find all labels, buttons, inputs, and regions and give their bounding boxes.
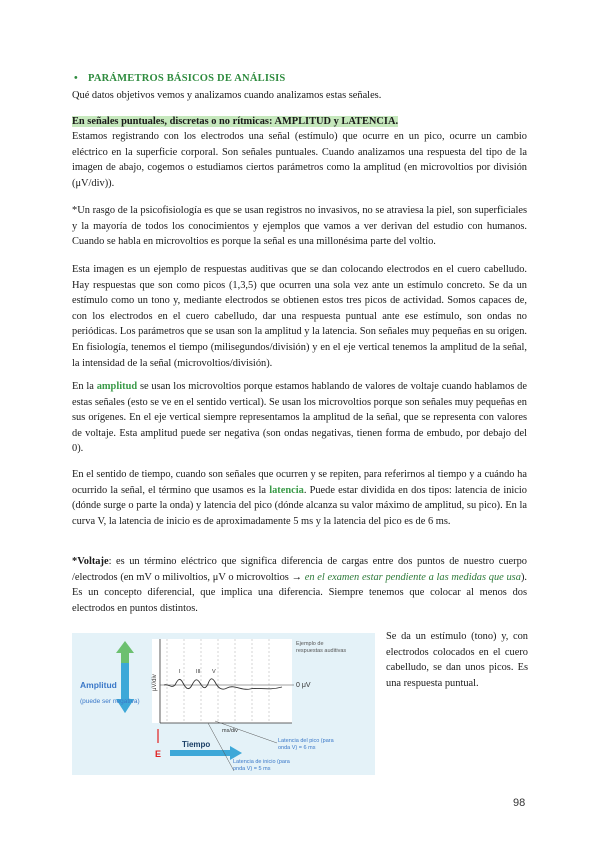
- paragraph-4-post: se usan los microvoltios porque estamos hablando de valores de voltaje cuando hablamos de estas señales (esto se ve en el sentido vertical). Se usan los microvoltios porque son señales muy pequeñas en sus orígenes. En el eje vertical siempre representamos la amplitud de la señal, que se representa con valores de voltaje. Esta amplitud puede ser negativa (son ondas negativas, tienen forma de embudo, por debajo del 0).: [72, 381, 527, 455]
- auditory-response-figure: [72, 633, 375, 775]
- term-voltaje: *Voltaje: [72, 556, 109, 567]
- paragraph-6-post: ). Es un concepto diferencial, que implica una diferencia. Siempre tenemos que colocar al menos dos electrodos en puntos distintos.: [72, 571, 527, 614]
- plot-area: [152, 639, 292, 723]
- page-number: 98: [513, 797, 526, 809]
- paragraph-4-pre: En la: [72, 381, 97, 392]
- paragraph-1: Estamos registrando con los electrodos una señal (estímulo) que ocurre en un pico, ocurre un cambio eléctrico en la superficie corporal. Son señales puntuales. Cuando analizamos una respuesta del tipo de la imagen de abajo, cogemos o estudiamos ciertos parámetros como la amplitud (en microvoltios por división (μV/div)).: [72, 131, 527, 189]
- figure-graphic: [72, 633, 375, 775]
- intro-paragraph: Qué datos objetivos vemos y analizamos cuando analizamos estas señales.: [72, 90, 382, 101]
- bullet-icon: •: [74, 73, 78, 84]
- paragraph-4: [72, 379, 527, 457]
- paragraph-5-pre: En el sentido de tiempo, cuando son señales que ocurren y se repiten, para referirnos al tiempo y a cuándo ha ocurrido la señal, el término que usamos es la: [72, 469, 527, 496]
- stimulus-label: E: [155, 749, 162, 759]
- amplitude-note: (puede ser negativa): [80, 698, 140, 705]
- paragraph-2: *Un rasgo de la psicofisiología es que se usan registros no invasivos, no se atraviesa la piel, son superficiales y la mayoría de todos los conocimientos y ejemplos que vamos a ver derivan del estudio con humanos. Cuando se habla en microvoltios es porque la señal es una millonésima parte del voltio.: [72, 205, 527, 248]
- peak-label-i: I: [179, 669, 181, 675]
- section-title-highlight: En señales puntuales, discretas o no rítmicas: AMPLITUD y LATENCIA.: [72, 116, 399, 127]
- example-label: Ejemplo de respuestas auditivas: [296, 641, 347, 654]
- paragraph-5-post: . Puede estar dividida en dos tipos: latencia de inicio (dónde surge o parte la onda) y latencia del pico (dónde alcanza su valor máximo de amplitud, su pico). En la curva V, la latencia de inicio es de aproximadamente 5 ms y la latencia del pico es de 6 ms.: [72, 484, 527, 527]
- zero-label: 0 μV: [296, 682, 311, 689]
- peak-label-v: V: [212, 669, 216, 675]
- y-axis-label: μV/div: [152, 674, 158, 691]
- peak-label-iii: III: [196, 669, 201, 675]
- latency-onset-label: Latencia de inicio (para onda V) = 5 ms: [233, 759, 290, 772]
- section-heading: [74, 73, 286, 84]
- paragraph-6: [72, 554, 527, 616]
- x-axis-label: ms/div: [222, 728, 238, 734]
- term-amplitud: amplitud: [96, 381, 138, 392]
- paragraph-6-pre: : es un término eléctrico que significa diferencia de cargas entre dos puntos de nuestro cuerpo /electrodos (en mV o milivoltios, μV o microvoltios →: [72, 556, 527, 583]
- paragraph-3: Esta imagen es un ejemplo de respuestas auditivas que se dan colocando electrodos en el cuero cabelludo. Hay respuestas que son como picos (1,3,5) que ocurren una sola vez ante un estímulo concreto. Se da un estímulo como un tono y, mediante electrodos se obtienen estos tres picos de actividad. Somos capaces de, con los electrodos en el cuero cabelludo, dar una respuesta puntual ante ese estímulo, son ondas no periódicas. Los parámetros que se usan son la amplitud y la latencia. Son señales muy pequeñas en su origen. En fisiología, tenemos el tiempo (milisegundos/división) y en el eje vertical tenemos la amplitud de la señal, la intensidad de la señal (microvoltios/división).: [72, 264, 527, 369]
- figure-side-text: Se da un estímulo (tono) y, con electrodos colocados en el cuero cabelludo, se dan unos picos. Es una respuesta puntual.: [386, 631, 528, 689]
- paragraph-5: [72, 467, 527, 529]
- time-label: Tiempo: [182, 740, 211, 749]
- exam-note: en el examen estar pendiente a las medidas que usa: [304, 571, 521, 583]
- latency-peak-label: Latencia del pico (para onda V) = 6 ms: [278, 738, 334, 751]
- term-latencia: latencia: [269, 484, 304, 496]
- section-title: [72, 114, 527, 130]
- heading-title: PARÁMETROS BÁSICOS DE ANÁLISIS: [88, 73, 286, 84]
- amplitude-label: Amplitud: [80, 680, 117, 690]
